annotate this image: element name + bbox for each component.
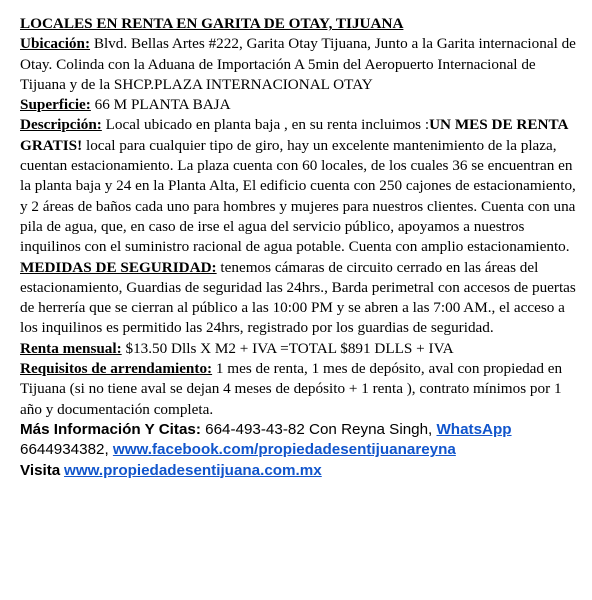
listing-document (20, 14, 580, 481)
whatsapp-link[interactable]: WhatsApp (436, 420, 512, 438)
renta-text: $13.50 Dlls X M2 + IVA =TOTAL $891 DLLS + IVA (121, 339, 454, 357)
contacto-paragraph (20, 420, 580, 461)
listing-title: LOCALES EN RENTA EN GARITA DE OTAY, TIJUANA (20, 15, 404, 32)
renta-label: Renta mensual: (20, 339, 122, 357)
superficie-paragraph (20, 95, 580, 115)
requisitos-text: 1 mes de renta, 1 mes de depósito, aval con propiedad en Tijuana (si no tiene aval se dejan 4 meses de depósito + 1 renta ), contrato mínimos por 1 año y documentación completa. (20, 360, 563, 418)
contacto-label: Más Información Y Citas: (20, 420, 201, 438)
visita-paragraph (20, 461, 580, 481)
ubicacion-paragraph (20, 34, 580, 95)
whatsapp-number: 6644934382, (20, 441, 113, 459)
requisitos-paragraph (20, 359, 580, 420)
free-month-highlight: UN MES DE RENTA GRATIS! (20, 116, 568, 154)
contacto-text: 664-493-43-82 Con Reyna Singh, (200, 420, 437, 438)
descripcion-label: Descripción: (20, 116, 102, 134)
descripcion-text: local para cualquier tipo de giro, hay un excelente mantenimiento de la plaza, cuentan estacionamiento. La plaza cuenta con 60 locales, de los cuales 36 se encuentran en la planta baja y 24 en la Planta Alta, El edificio cuenta con 250 cajones de estacionamiento, y 2 áreas de baños cada uno para hombres y mujeres para nuestros clientes. Cuenta con una pila de agua, que, en caso de irse el agua del servicio público, apoyamos a nuestros inquilinos con el suministro racional de agua potable. Cuenta con amplio estacionamiento. (20, 136, 576, 256)
descripcion-intro: Local ubicado en planta baja , en su renta incluimos : (101, 116, 430, 134)
ubicacion-label: Ubicación: (20, 35, 91, 53)
superficie-label: Superficie: (20, 96, 91, 114)
ubicacion-text: Blvd. Bellas Artes #222, Garita Otay Tijuana, Junto a la Garita internacional de Otay. Colinda con la Aduana de Importación A 5min del Aeropuerto Internacional de Tijuana y de la SHCP.PLAZA INTERNACIONAL OTAY (20, 35, 576, 93)
seguridad-text: tenemos cámaras de circuito cerrado en las áreas del estacionamiento, Guardias de seguridad las 24hrs., Barda perimetral con accesos de puertas de herrería que se cierran al público a las 10:00 PM y se abren a las 7:00 AM., el acceso a los inquilinos es permitido las 24hrs, registrado por los guardias de seguridad. (20, 258, 576, 337)
requisitos-label: Requisitos de arrendamiento: (20, 360, 213, 378)
visita-label: Visita (20, 461, 61, 479)
descripcion-paragraph (20, 115, 580, 338)
seguridad-label: MEDIDAS DE SEGURIDAD: (20, 258, 217, 276)
facebook-link[interactable]: www.facebook.com/propiedadesentijuanareyna (112, 441, 456, 459)
renta-paragraph (20, 339, 580, 359)
superficie-text: 66 M PLANTA BAJA (90, 96, 231, 114)
website-link[interactable]: www.propiedadesentijuana.com.mx (64, 461, 322, 479)
